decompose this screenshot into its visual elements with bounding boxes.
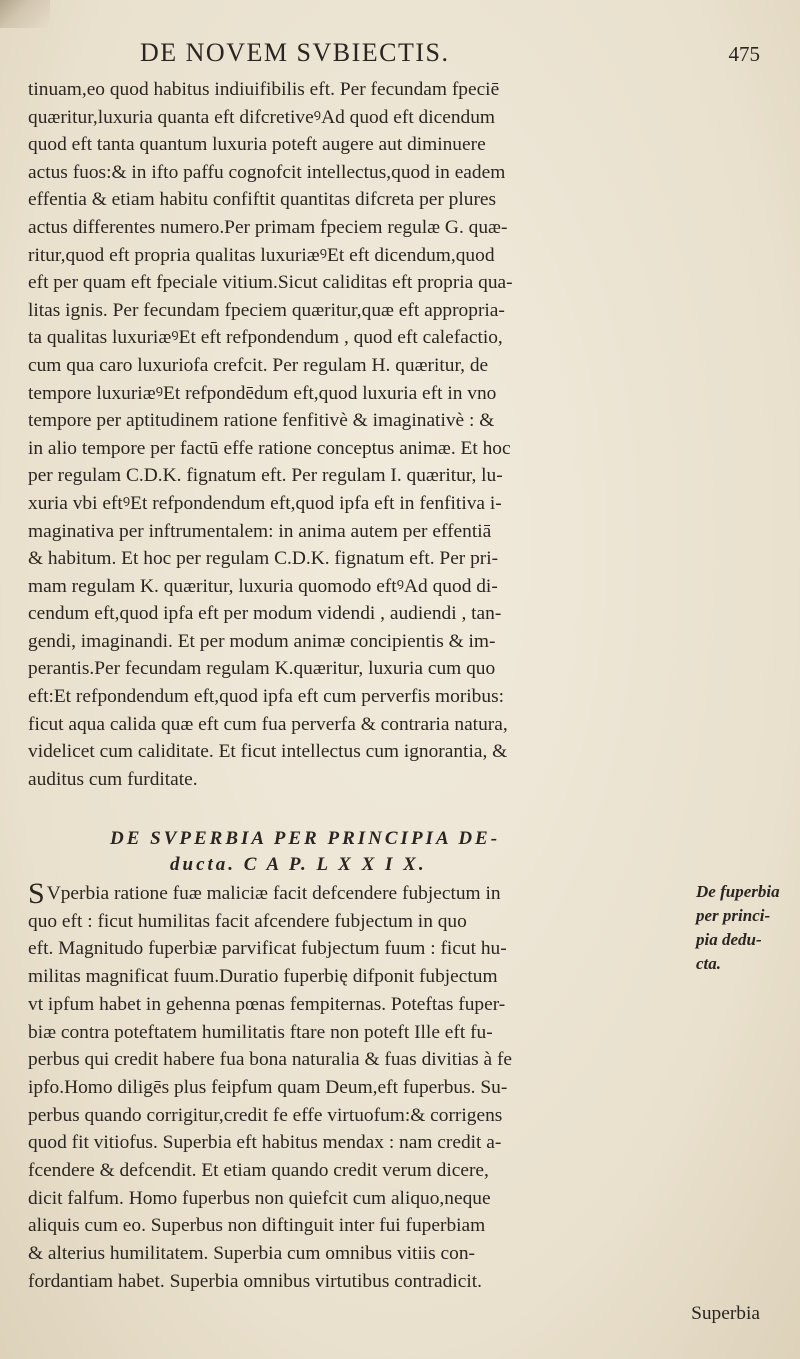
text-line: actus differentes numero.Per primam fpeciem regulæ G. quæ- — [28, 216, 508, 238]
text-line: effentia & etiam habitu confiftit quantitas difcreta per plures — [28, 189, 497, 211]
chapter-text-line: & alterius humilitatem. Superbia cum omnibus vitiis con- — [28, 1243, 475, 1265]
chapter-heading-line-2: ducta. C A P. L X X I X. — [170, 854, 427, 875]
text-line: quæritur,luxuria quanta eft difcretiveꝰAd quod eft dicendum — [28, 106, 496, 128]
text-line: & habitum. Et hoc per regulam C.D.K. fignatum eft. Per pri- — [28, 548, 499, 570]
chapter-heading — [110, 826, 670, 878]
page-header — [110, 38, 760, 74]
chapter-text — [28, 880, 758, 1296]
catchword: Superbia — [691, 1303, 760, 1324]
chapter-text-line: fordantiam habet. Superbia omnibus virtutibus contradicit. — [28, 1270, 482, 1292]
text-line: mam regulam K. quæritur, luxuria quomodo eftꝰAd quod di- — [28, 575, 498, 597]
text-line: cum qua caro luxuriofa crefcit. Per regulam H. quæritur, de — [28, 354, 489, 376]
chapter-text-line: fcendere & defcendit. Et etiam quando credit verum dicere, — [28, 1160, 489, 1182]
marginal-note-line: cta. — [696, 954, 722, 973]
page-corner-stain — [0, 0, 50, 28]
chapter-heading-line-1: DE SVPERBIA PER PRINCIPIA DE- — [110, 828, 501, 849]
marginal-note-line: per princi- — [696, 906, 771, 925]
chapter-text-line: biæ contra poteftatem humilitatis ftare non poteft Ille eft fu- — [28, 1021, 493, 1043]
text-line: tempore per aptitudinem ratione fenfitivè & imaginativè : & — [28, 410, 495, 432]
text-line: auditus cum furditate. — [28, 768, 198, 790]
chapter-text-line — [28, 880, 688, 908]
text-line: ficut aqua calida quæ eft cum fua perverfa & contraria natura, — [28, 713, 508, 735]
chapter-text-line: perbus qui credit habere fua bona naturalia & fuas divitias à fe — [28, 1049, 513, 1071]
chapter-text-line: quod fit vitiofus. Superbia eft habitus mendax : nam credit a- — [28, 1132, 502, 1154]
text-line: gendi, imaginandi. Et per modum animæ concipientis & im- — [28, 630, 496, 652]
chapter-text-line: ipfo.Homo diligēs plus feipfum quam Deum,eft fuperbus. Su- — [28, 1076, 508, 1098]
text-line: tempore luxuriæꝰEt refpondēdum eft,quod luxuria eft in vno — [28, 382, 497, 404]
text-line: eft:Et refpondendum eft,quod ipfa eft cum perverfis moribus: — [28, 686, 504, 708]
text-line: perantis.Per fecundam regulam K.quæritur, luxuria cum quo — [28, 658, 496, 680]
text-line: litas ignis. Per fecundam fpeciem quæritur,quæ eft appropria- — [28, 299, 505, 321]
drop-cap: S — [28, 880, 45, 908]
text-line: tinuam,eo quod habitus indiuifibilis eft. Per fecundam fpeciē — [28, 79, 500, 100]
marginal-note — [696, 880, 796, 976]
text-line: per regulam C.D.K. fignatum eft. Per regulam I. quæritur, lu- — [28, 465, 503, 487]
text-line: eft per quam eft fpeciale vitium.Sicut caliditas eft propria qua- — [28, 272, 513, 294]
chapter-text-line: quo eft : ficut humilitas facit afcendere fubjectum in quo — [28, 910, 467, 932]
chapter-text-line: aliquis cum eo. Superbus non diftinguit inter fui fuperbiam — [28, 1215, 486, 1237]
chapter-first-line-text: Vperbia ratione fuæ maliciæ facit defcendere fubjectum in — [46, 883, 501, 904]
chapter-text-line: vt ipfum habet in gehenna pœnas fempiternas. Poteftas fuper- — [28, 993, 506, 1015]
text-line: cendum eft,quod ipfa eft per modum videndi , audiendi , tan- — [28, 603, 502, 625]
marginal-note-line: De fuperbia — [696, 882, 780, 901]
text-line: maginativa per inftrumentalem: in anima autem per effentiā — [28, 520, 492, 542]
page-number: 475 — [728, 42, 760, 66]
text-line: ta qualitas luxuriæꝰEt eft refpondendum , quod eft calefactio, — [28, 327, 503, 349]
chapter-text-line: eft. Magnitudo fuperbiæ parvificat fubjectum fuum : ficut hu- — [28, 938, 507, 960]
text-line: actus fuos:& in ifto paffu cognofcit intellectus,quod in eadem — [28, 161, 506, 183]
text-line: xuria vbi eftꝰEt refpondendum eft,quod ipfa eft in fenfitiva i- — [28, 492, 502, 514]
running-head: DE NOVEM SVBIECTIS. — [140, 38, 450, 67]
text-line: in alio tempore per factū effe ratione conceptus animæ. Et hoc — [28, 437, 511, 459]
chapter-text-line: perbus quando corrigitur,credit fe effe virtuofum:& corrigens — [28, 1104, 503, 1126]
text-line: ritur,quod eft propria qualitas luxuriæꝰEt eft dicendum,quod — [28, 244, 495, 266]
text-line: quod eft tanta quantum luxuria poteft augere aut diminuere — [28, 134, 486, 156]
chapter-text-line: militas magnificat fuum.Duratio fuperbię difponit fubjectum — [28, 966, 498, 988]
text-line: videlicet cum caliditate. Et ficut intellectus cum ignorantia, & — [28, 741, 508, 763]
marginal-note-line: pia dedu- — [696, 930, 762, 949]
body-text — [28, 76, 758, 793]
chapter-text-line: dicit falfum. Homo fuperbus non quiefcit cum aliquo,neque — [28, 1187, 491, 1209]
